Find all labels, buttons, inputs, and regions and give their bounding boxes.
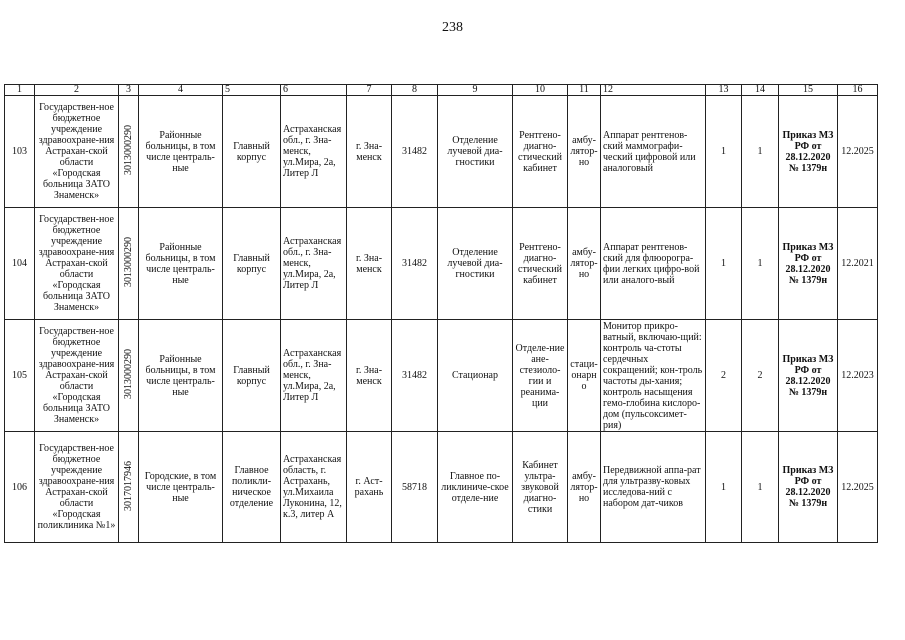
quantity-required: 1 <box>706 208 742 320</box>
equipment: Передвижной аппа-рат для ультразву-ковых исследова-ний с набором дат-чиков <box>601 432 706 543</box>
address: Астраханская область, г. Астрахань, ул.Михаила Луконина, 12, к.3, литер А <box>281 432 347 543</box>
department: Главное по-ликлиниче-ское отделе-ние <box>438 432 513 543</box>
building: Главный корпус <box>223 96 281 208</box>
building: Главный корпус <box>223 208 281 320</box>
order-reference: Приказ МЗ РФ от 28.12.2020 № 1379н <box>779 320 838 432</box>
quantity-required: 1 <box>706 96 742 208</box>
quantity-required: 2 <box>706 320 742 432</box>
quantity-required: 1 <box>706 432 742 543</box>
org-code: 3013000290 <box>119 208 139 320</box>
org-code: 3013000290 <box>119 320 139 432</box>
city: г. Зна-менск <box>347 320 392 432</box>
header-cell: 8 <box>392 85 438 96</box>
organization-name: Государствен-ное бюджетное учреждение здравоохране-ния Астрахан-ской области «Городская больница ЗАТО Знаменск» <box>35 208 119 320</box>
row-number: 104 <box>5 208 35 320</box>
oktmo-code: 58718 <box>392 432 438 543</box>
oktmo-code: 31482 <box>392 320 438 432</box>
org-code: 3017017946 <box>119 432 139 543</box>
address: Астраханская обл., г. Зна-менск, ул.Мира, 2а, Литер Л <box>281 96 347 208</box>
table-row <box>5 320 878 432</box>
department: Стационар <box>438 320 513 432</box>
header-cell: 3 <box>119 85 139 96</box>
row-number: 103 <box>5 96 35 208</box>
header-cell: 12 <box>601 85 706 96</box>
due-date: 12.2025 <box>838 96 878 208</box>
room: Кабинет ультра-звуковой диагно-стики <box>513 432 568 543</box>
oktmo-code: 31482 <box>392 96 438 208</box>
facility-type: Районные больницы, в том числе централь-ные <box>139 320 223 432</box>
equipment-table <box>4 84 878 543</box>
due-date: 12.2021 <box>838 208 878 320</box>
order-reference: Приказ МЗ РФ от 28.12.2020 № 1379н <box>779 208 838 320</box>
quantity-planned: 1 <box>742 208 779 320</box>
quantity-planned: 2 <box>742 320 779 432</box>
header-cell: 14 <box>742 85 779 96</box>
quantity-planned: 1 <box>742 432 779 543</box>
header-cell: 2 <box>35 85 119 96</box>
header-cell: 16 <box>838 85 878 96</box>
department: Отделение лучевой диа-гностики <box>438 96 513 208</box>
care-mode: амбу-лятор-но <box>568 96 601 208</box>
address: Астраханская обл., г. Зна-менск, ул.Мира, 2а, Литер Л <box>281 208 347 320</box>
header-cell: 15 <box>779 85 838 96</box>
page-number: 238 <box>442 20 463 35</box>
header-cell: 9 <box>438 85 513 96</box>
due-date: 12.2023 <box>838 320 878 432</box>
oktmo-code: 31482 <box>392 208 438 320</box>
care-mode: амбу-лятор-но <box>568 208 601 320</box>
header-cell: 11 <box>568 85 601 96</box>
due-date: 12.2025 <box>838 432 878 543</box>
city: г. Зна-менск <box>347 96 392 208</box>
room: Рентгено-диагно-стический кабинет <box>513 96 568 208</box>
header-cell: 13 <box>706 85 742 96</box>
equipment: Аппарат рентгенов-ский для флюорогра-фии легких цифро-вой или аналого-вый <box>601 208 706 320</box>
table-row <box>5 432 878 543</box>
room: Рентгено-диагно-стический кабинет <box>513 208 568 320</box>
header-cell: 6 <box>281 85 347 96</box>
quantity-planned: 1 <box>742 96 779 208</box>
org-code: 3013000290 <box>119 96 139 208</box>
room: Отделе-ние ане-стезиоло-гии и реанима-ции <box>513 320 568 432</box>
order-reference: Приказ МЗ РФ от 28.12.2020 № 1379н <box>779 96 838 208</box>
facility-type: Городские, в том числе централь-ные <box>139 432 223 543</box>
care-mode: амбу-лятор-но <box>568 432 601 543</box>
facility-type: Районные больницы, в том числе централь-ные <box>139 96 223 208</box>
organization-name: Государствен-ное бюджетное учреждение здравоохране-ния Астрахан-ской области «Городская поликлиника №1» <box>35 432 119 543</box>
building: Главный корпус <box>223 320 281 432</box>
header-cell: 5 <box>223 85 281 96</box>
row-number: 106 <box>5 432 35 543</box>
order-reference: Приказ МЗ РФ от 28.12.2020 № 1379н <box>779 432 838 543</box>
city: г. Аст-рахань <box>347 432 392 543</box>
building: Главное поликли-ническое отделение <box>223 432 281 543</box>
care-mode: стаци-онарно <box>568 320 601 432</box>
city: г. Зна-менск <box>347 208 392 320</box>
facility-type: Районные больницы, в том числе централь-ные <box>139 208 223 320</box>
department: Отделение лучевой диа-гностики <box>438 208 513 320</box>
header-cell: 4 <box>139 85 223 96</box>
equipment: Аппарат рентгенов-ский маммографи-ческий цифровой или аналоговый <box>601 96 706 208</box>
header-cell: 7 <box>347 85 392 96</box>
equipment: Монитор прикро-ватный, включаю-щий: контроль ча-стоты сердечных сокращений; кон-троль частоты ды-хания; контроль насыщения гемо-глобина кислоро-дом (пульсоксимет-рия) <box>601 320 706 432</box>
header-cell: 10 <box>513 85 568 96</box>
organization-name: Государствен-ное бюджетное учреждение здравоохране-ния Астрахан-ской области «Городская больница ЗАТО Знаменск» <box>35 320 119 432</box>
table-row <box>5 96 878 208</box>
row-number: 105 <box>5 320 35 432</box>
header-row <box>5 85 878 96</box>
address: Астраханская обл., г. Зна-менск, ул.Мира, 2а, Литер Л <box>281 320 347 432</box>
header-cell: 1 <box>5 85 35 96</box>
table-row <box>5 208 878 320</box>
organization-name: Государствен-ное бюджетное учреждение здравоохране-ния Астрахан-ской области «Городская больница ЗАТО Знаменск» <box>35 96 119 208</box>
